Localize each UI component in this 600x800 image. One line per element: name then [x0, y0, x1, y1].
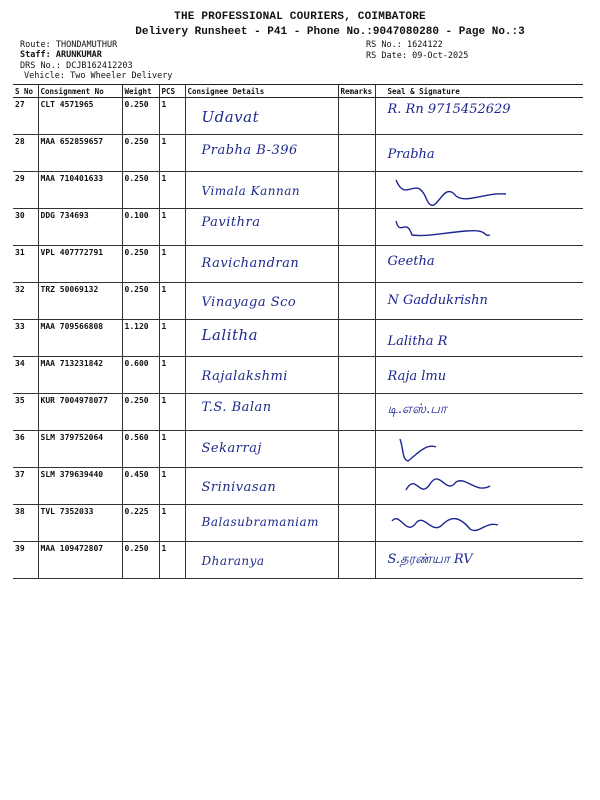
row-pcs: 1: [159, 172, 185, 209]
row-consignee-cell: [185, 505, 338, 542]
row-sno: 27: [13, 98, 38, 135]
row-weight: 0.250: [122, 246, 159, 283]
row-signature-cell: [375, 357, 583, 394]
row-consignment-no: MAA 109472807: [38, 542, 122, 579]
route-line: Route: THONDAMUTHUR: [20, 40, 118, 50]
signature: Raja lmu: [387, 369, 447, 384]
row-weight: 0.250: [122, 283, 159, 320]
row-signature-cell: [375, 394, 583, 431]
signature: Lalitha R: [387, 334, 448, 349]
rs-date-value: 09-Oct-2025: [412, 51, 469, 61]
row-consignee-cell: [185, 283, 338, 320]
row-sno: 33: [13, 320, 38, 357]
row-consignee-cell: [185, 468, 338, 505]
consignee-handwriting: Prabha B-396: [201, 143, 298, 158]
row-weight: 0.250: [122, 98, 159, 135]
table-row: [13, 431, 583, 468]
row-remarks: [338, 320, 375, 357]
row-consignment-no: TVL 7352033: [38, 505, 122, 542]
row-consignment-no: CLT 4571965: [38, 98, 122, 135]
runsheet-table: [13, 84, 583, 579]
col-remarks: Remarks: [338, 85, 375, 98]
row-remarks: [338, 98, 375, 135]
row-consignment-no: VPL 407772791: [38, 246, 122, 283]
row-signature-cell: [375, 246, 583, 283]
table-row: [13, 394, 583, 431]
company-title: THE PROFESSIONAL COURIERS, COIMBATORE: [174, 11, 426, 23]
row-sno: 34: [13, 357, 38, 394]
consignee-handwriting: Rajalakshmi: [201, 369, 288, 384]
row-signature-cell: [375, 98, 583, 135]
row-consignee-cell: [185, 320, 338, 357]
row-pcs: 1: [159, 320, 185, 357]
signature-scribble: [386, 507, 516, 541]
drs-line: DRS No.: DCJB162412203: [20, 61, 133, 71]
row-consignment-no: KUR 7004978077: [38, 394, 122, 431]
row-weight: 0.250: [122, 542, 159, 579]
consignee-handwriting: Srinivasan: [201, 480, 277, 495]
table-row: [13, 246, 583, 283]
row-weight: 0.250: [122, 135, 159, 172]
consignee-handwriting: Udavat: [201, 108, 260, 126]
row-remarks: [338, 431, 375, 468]
row-consignee-cell: [185, 431, 338, 468]
signature-scribble: [386, 211, 516, 245]
signature: Prabha: [387, 147, 435, 162]
row-remarks: [338, 542, 375, 579]
row-pcs: 1: [159, 98, 185, 135]
consignee-handwriting: Vinayaga Sco: [201, 295, 297, 310]
row-remarks: [338, 505, 375, 542]
rs-no-value: 1624122: [406, 40, 443, 50]
staff-value: ARUNKUMAR: [55, 50, 102, 60]
row-remarks: [338, 246, 375, 283]
row-remarks: [338, 357, 375, 394]
table-row: [13, 542, 583, 579]
rs-date-line: RS Date: 09-Oct-2025: [366, 51, 469, 61]
row-signature-cell: [375, 505, 583, 542]
row-signature-cell: [375, 468, 583, 505]
row-sno: 38: [13, 505, 38, 542]
table-row: [13, 172, 583, 209]
consignee-handwriting: Balasubramaniam: [201, 515, 320, 529]
signature: N Gaddukrishn: [387, 293, 488, 308]
row-consignee-cell: [185, 172, 338, 209]
row-sno: 29: [13, 172, 38, 209]
route-value: THONDAMUTHUR: [55, 40, 118, 50]
signature-scribble: [386, 174, 516, 208]
table-row: [13, 135, 583, 172]
signature: S.தரண்யா RV: [387, 552, 473, 567]
table-body: [13, 98, 583, 579]
row-signature-cell: [375, 172, 583, 209]
row-weight: 0.450: [122, 468, 159, 505]
row-consignee-cell: [185, 98, 338, 135]
consignee-handwriting: Vimala Kannan: [201, 184, 301, 198]
signature-scribble: [386, 470, 516, 504]
row-weight: 0.225: [122, 505, 159, 542]
row-consignee-cell: [185, 394, 338, 431]
row-pcs: 1: [159, 357, 185, 394]
row-pcs: 1: [159, 135, 185, 172]
consignee-handwriting: Pavithra: [201, 215, 261, 230]
signature-scribble: [386, 433, 516, 467]
consignee-handwriting: Ravichandran: [201, 256, 300, 271]
row-pcs: 1: [159, 505, 185, 542]
runsheet-subtitle: Delivery Runsheet - P41 - Phone No.:9047080280 - Page No.:3: [135, 26, 525, 38]
row-weight: 0.600: [122, 357, 159, 394]
row-pcs: 1: [159, 209, 185, 246]
row-sno: 31: [13, 246, 38, 283]
consignee-handwriting: Lalitha: [201, 326, 259, 344]
col-sno: S No: [13, 85, 38, 98]
row-consignee-cell: [185, 357, 338, 394]
consignee-handwriting: Sekarraj: [201, 441, 262, 456]
row-consignee-cell: [185, 542, 338, 579]
row-consignment-no: MAA 652859657: [38, 135, 122, 172]
rs-no-line: RS No.: 1624122: [366, 40, 443, 50]
col-weight: Weight: [122, 85, 159, 98]
row-sno: 32: [13, 283, 38, 320]
row-sno: 28: [13, 135, 38, 172]
row-pcs: 1: [159, 468, 185, 505]
table-row: [13, 209, 583, 246]
row-signature-cell: [375, 320, 583, 357]
row-pcs: 1: [159, 542, 185, 579]
row-consignment-no: DDG 734693: [38, 209, 122, 246]
row-signature-cell: [375, 283, 583, 320]
row-remarks: [338, 283, 375, 320]
row-sno: 36: [13, 431, 38, 468]
row-weight: 1.120: [122, 320, 159, 357]
signature: R. Rn 9715452629: [387, 102, 511, 117]
signature: Geetha: [387, 254, 435, 269]
row-sno: 35: [13, 394, 38, 431]
table-row: [13, 283, 583, 320]
row-weight: 0.250: [122, 172, 159, 209]
table-header-row: [13, 85, 583, 98]
consignee-handwriting: Dharanya: [201, 554, 265, 568]
row-weight: 0.560: [122, 431, 159, 468]
row-weight: 0.100: [122, 209, 159, 246]
row-remarks: [338, 172, 375, 209]
table-row: [13, 357, 583, 394]
row-consignment-no: SLM 379639440: [38, 468, 122, 505]
row-consignee-cell: [185, 209, 338, 246]
row-consignment-no: TRZ 50069132: [38, 283, 122, 320]
col-signature: Seal & Signature: [375, 85, 583, 98]
table-row: [13, 98, 583, 135]
col-consignee: Consignee Details: [185, 85, 338, 98]
row-signature-cell: [375, 209, 583, 246]
row-signature-cell: [375, 542, 583, 579]
row-remarks: [338, 468, 375, 505]
row-sno: 37: [13, 468, 38, 505]
row-consignment-no: MAA 713231842: [38, 357, 122, 394]
row-pcs: 1: [159, 246, 185, 283]
row-consignee-cell: [185, 135, 338, 172]
table-row: [13, 320, 583, 357]
row-signature-cell: [375, 431, 583, 468]
row-pcs: 1: [159, 283, 185, 320]
col-consignment: Consignment No: [38, 85, 122, 98]
row-weight: 0.250: [122, 394, 159, 431]
col-pcs: PCS: [159, 85, 185, 98]
row-remarks: [338, 135, 375, 172]
row-pcs: 1: [159, 394, 185, 431]
row-sno: 39: [13, 542, 38, 579]
table-row: [13, 505, 583, 542]
staff-line: Staff: ARUNKUMAR: [20, 50, 102, 60]
row-signature-cell: [375, 135, 583, 172]
row-consignment-no: MAA 710401633: [38, 172, 122, 209]
row-remarks: [338, 394, 375, 431]
table-row: [13, 468, 583, 505]
vehicle-value: Two Wheeler Delivery: [70, 71, 173, 81]
vehicle-line: Vehicle: Two Wheeler Delivery: [24, 71, 173, 81]
row-consignment-no: SLM 379752064: [38, 431, 122, 468]
row-consignee-cell: [185, 246, 338, 283]
row-remarks: [338, 209, 375, 246]
signature: டி.எஸ்.பா: [387, 402, 447, 417]
row-pcs: 1: [159, 431, 185, 468]
consignee-handwriting: T.S. Balan: [201, 400, 272, 415]
row-consignment-no: MAA 709566808: [38, 320, 122, 357]
row-sno: 30: [13, 209, 38, 246]
drs-value: DCJB162412203: [66, 61, 133, 71]
